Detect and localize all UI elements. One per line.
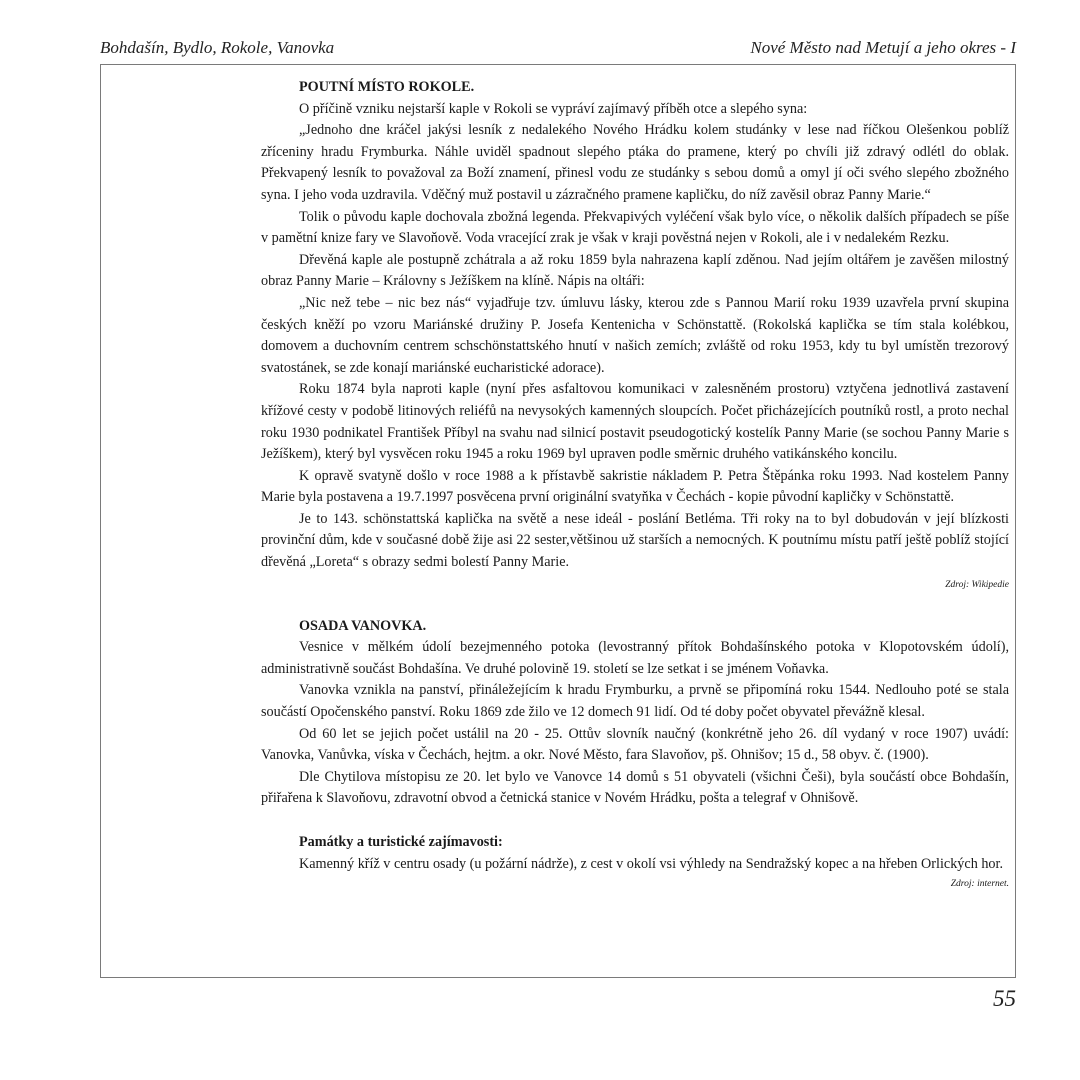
source-note-wikipedia: Zdroj: Wikipedie: [945, 579, 1009, 590]
text-column: [261, 77, 1009, 891]
paragraph: Roku 1874 byla naproti kaple (nyní přes asfaltovou komunikaci v zalesněném prostoru) vztyčena jednotlivá zastavení křížové cesty v podobě litinových reliéfů na nevysokých kamenných sloupcích. Počet přicházejících poutníků rostl, a proto nechal roku 1930 podnikatel František Příbyl na svahu nad silnicí postavit pseudogotický kostelík Panny Marie (se sochou Panny Marie s Ježíškem), který byl vysvěcen roku 1945 a roku 1969 byl upraven podle směrnic druhého vatikánského koncilu.: [261, 381, 1009, 463]
section-landmarks: [261, 832, 1009, 891]
paragraph: Kamenný kříž v centru osady (u požární nádrže), z cest v okolí vsi výhledy na Sendražský kopec a na hřeben Orlických hor.: [299, 855, 1004, 872]
paragraph: „Nic než tebe – nic bez nás“ vyjadřuje tzv. úmluvu lásky, kterou zde s Pannou Marií roku 1939 uzavřela první skupina českých kněží po vzoru Mariánské družiny P. Josefa Kentenicha v Schönstattě. (Rokolská kaplička se tím stala kolébkou, domovem a duchovním centrem schschönstattského hnutí v našich zemích; zvláště od roku 1953, kdy tu byl umístěn trezorový svatostánek, se zde konají mariánské eucharistické adorace).: [261, 294, 1009, 376]
paragraph: Od 60 let se jejich počet ustálil na 20 - 25. Ottův slovník naučný (konkrétně jeho 26. díl vydaný v roce 1907) uvádí: Vanovka, Vanůvka, víska v Čechách, hejtm. a okr. Nové Město, fara Slavoňov, pš. Ohnišov; 15 d., 58 obyv. č. (1900).: [261, 725, 1009, 764]
section-vanovka: [261, 616, 1009, 810]
section-rokole: [261, 77, 1009, 592]
section-title-vanovka: OSADA VANOVKA.: [299, 617, 427, 634]
running-header-left: Bohdašín, Bydlo, Rokole, Vanovka: [100, 38, 335, 57]
paragraph: Dle Chytilova místopisu ze 20. let bylo ve Vanovce 14 domů s 51 obyvateli (všichni Češi), byla součástí obce Bohdašín, přiřařena k Slavoňovu, zdravotní obvod a četnická stanice v Novém Hrádku, pošta a telegraf v Ohnišově.: [261, 768, 1009, 807]
content-frame: [100, 64, 1016, 978]
paragraph: Je to 143. schönstattská kaplička na světě a nese ideál - poslání Betléma. Tři roky na to byl dobudován v její blízkosti provinční dům, kde v současné době žije asi 22 sester,většinou už starších a nemocných. K poutnímu místu patří ještě poblíž stojící dřevěná „Loreta“ s obrazy sedmi bolestí Panny Marie.: [261, 510, 1009, 571]
paragraph: Tolik o původu kaple dochovala zbožná legenda. Překvapivých vyléčení však bylo více, o několik dalších případech se píše v pamětní knize fary ve Slavoňově. Voda vracející zrak je však v kraji pověstná nejen v Rokoli, ale i v nedalekém Rezku.: [261, 208, 1009, 247]
section-title-landmarks: Památky a turistické zajímavosti:: [299, 834, 503, 850]
paragraph: Dřevěná kaple ale postupně zchátrala a až roku 1859 byla nahrazena kaplí zděnou. Nad jejím oltářem je zavěšen milostný obraz Panny Marie – Královny s Ježíškem na klíně. Nápis na oltáři:: [261, 251, 1009, 290]
paragraph: Vanovka vznikla na panství, přináležejícím k hradu Frymburku, a prvně se připomíná roku 1544. Nedlouho poté se stala součástí Opočenského panství. Roku 1869 zde žilo ve 12 domech 91 lidí. Od té doby počet obyvatel převážně klesal.: [261, 682, 1009, 721]
running-header-right: Nové Město nad Metují a jeho okres - I: [750, 38, 1016, 57]
paragraph: Vesnice v mělkém údolí bezejmenného potoka (levostranný přítok Bohdašínského potoka v Klopotovském údolí), administrativně součást Bohdašína. Ve druhé polovině 19. století se lze setkat i se jménem Voňavka.: [261, 639, 1009, 677]
page-number: 55: [993, 986, 1016, 1011]
paragraph: K opravě svatyně došlo v roce 1988 a k přístavbě sakristie nákladem P. Petra Štěpánka roku 1993. Nad kostelem Panny Marie byla postavena a 19.7.1997 posvěcena první originální svatyňka v Čechách - kopie původní kapličky v Schönstattě.: [261, 467, 1009, 506]
source-note-internet: Zdroj: internet.: [950, 879, 1009, 890]
section-title-rokole: POUTNÍ MÍSTO ROKOLE.: [299, 79, 475, 95]
paragraph: O příčině vzniku nejstarší kaple v Rokoli se vypráví zajímavý příběh otce a slepého syna:: [299, 100, 808, 117]
paragraph: „Jednoho dne kráčel jakýsi lesník z nedalekého Nového Hrádku kolem studánky v lese nad říčkou Olešenkou poblíž zříceniny hradu Frymburka. Náhle uviděl spadnout slepého ptáka do pramene, který po chvíli již zdravý odlétl do oblak. Překvapený lesník to považoval za Boží znamení, přinesl vodu ze studánky s sebou domů a omyl jí oči svého slepého zbožného syna. I jeho voda uzdravila. Vděčný muž postavil u zázračného pramene kapličku, do níž zavěsil obraz Panny Marie.“: [261, 122, 1009, 203]
